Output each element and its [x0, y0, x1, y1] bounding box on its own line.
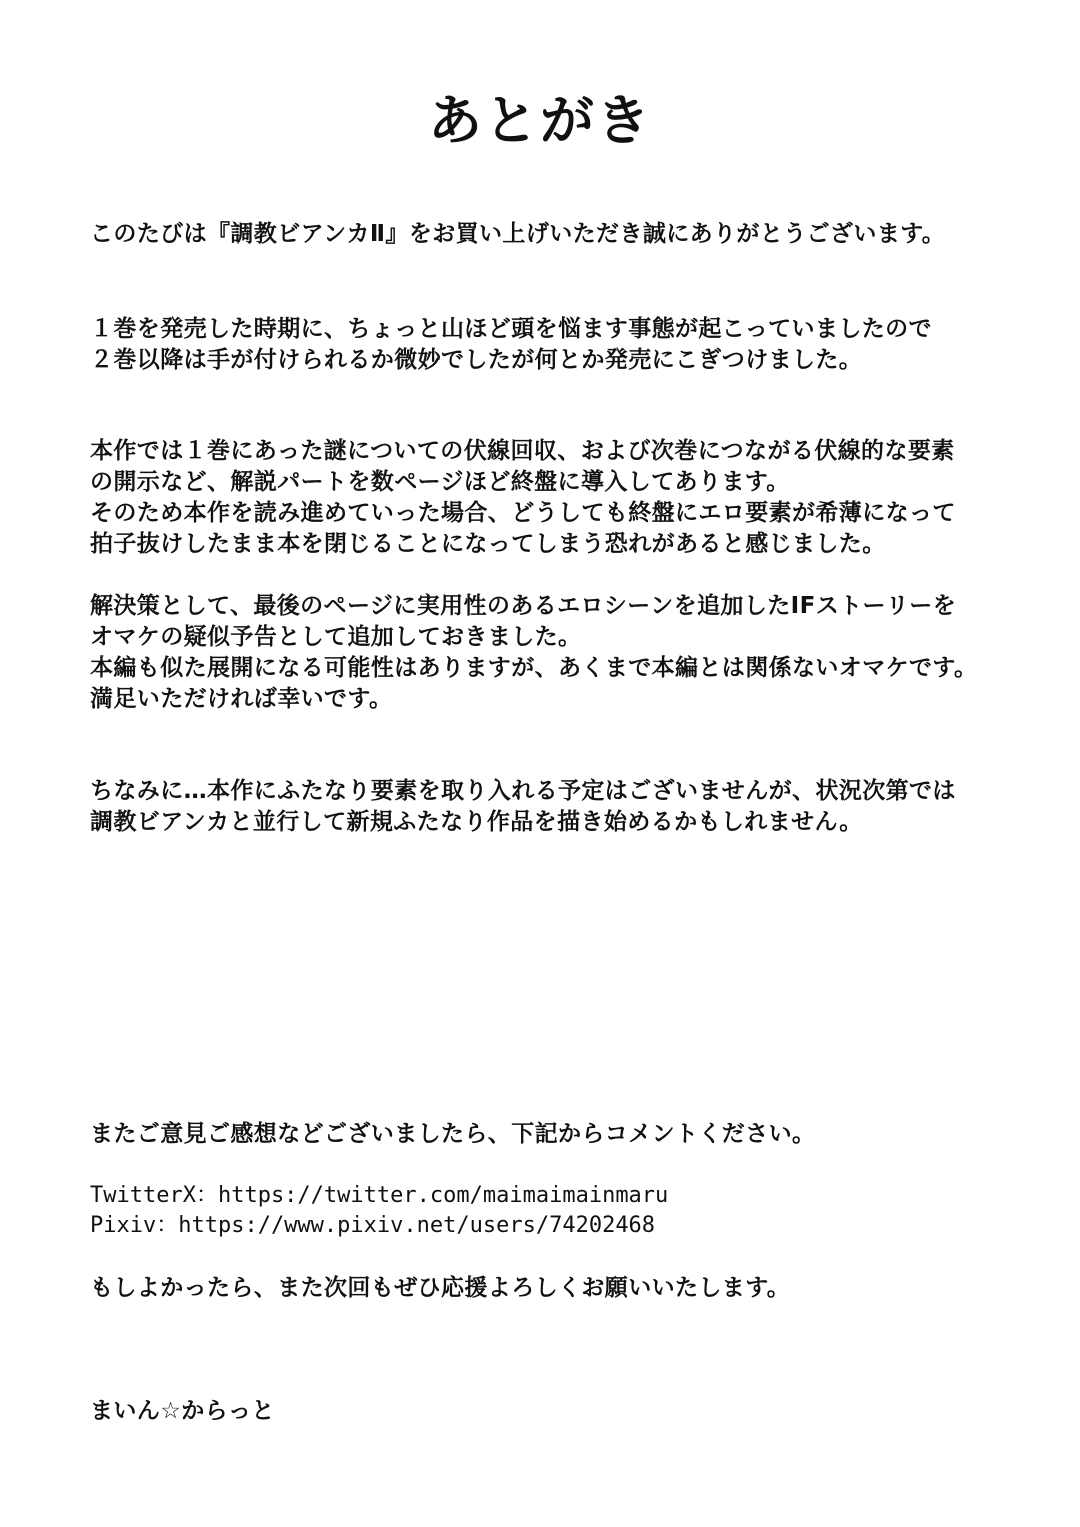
paragraph-note-line-2: 調教ビアンカと並行して新規ふたなり作品を描き始めるかもしれません。	[90, 809, 863, 835]
paragraph-bonus-line-4: 満足いただければ幸いです。	[90, 686, 393, 712]
paragraph-greeting: このたびは『調教ビアンカⅡ』をお買い上げいただき誠にありがとうございます。	[90, 221, 946, 247]
paragraph-comment-request: またご意見ご感想などございましたら、下記からコメントください。	[90, 1121, 816, 1147]
paragraph-release-line-1: １巻を発売した時期に、ちょっと山ほど頭を悩ます事態が起こっていましたので	[90, 316, 932, 342]
paragraph-bonus-line-2: オマケの疑似予告として追加しておきました。	[90, 624, 582, 650]
paragraph-bonus-line-3: 本編も似た展開になる可能性はありますが、あくまで本編とは関係ないオマケです。	[90, 655, 978, 681]
page-title: あとがき	[428, 89, 652, 152]
paragraph-story-line-2: の開示など、解説パートを数ページほど終盤に導入してあります。	[90, 469, 790, 495]
paragraph-note-line-1: ちなみに…本作にふたなり要素を取り入れる予定はございませんが、状況次第では	[90, 778, 956, 804]
paragraph-release-line-2: ２巻以降は手が付けられるか微妙でしたが何とか発売にこぎつけました。	[90, 347, 863, 373]
paragraph-story-line-3: そのため本作を読み進めていった場合、どうしても終盤にエロ要素が希薄になって	[90, 500, 956, 526]
closing-message: もしよかったら、また次回もぜひ応援よろしくお願いいたします。	[90, 1275, 791, 1301]
paragraph-story-line-4: 拍子抜けしたまま本を閉じることになってしまう恐れがあると感じました。	[90, 531, 886, 557]
paragraph-story-line-1: 本作では１巻にあった謎についての伏線回収、および次巻につながる伏線的な要素	[90, 438, 955, 464]
pixiv-link[interactable]: Pixiv：https://www.pixiv.net/users/74202468	[90, 1213, 656, 1238]
author-signature: まいん☆からっと	[90, 1398, 275, 1424]
paragraph-bonus-line-1: 解決策として、最後のページに実用性のあるエロシーンを追加したIFストーリーを	[90, 593, 957, 619]
twitter-link[interactable]: TwitterX：https://twitter.com/maimaimainmaru	[90, 1183, 669, 1208]
